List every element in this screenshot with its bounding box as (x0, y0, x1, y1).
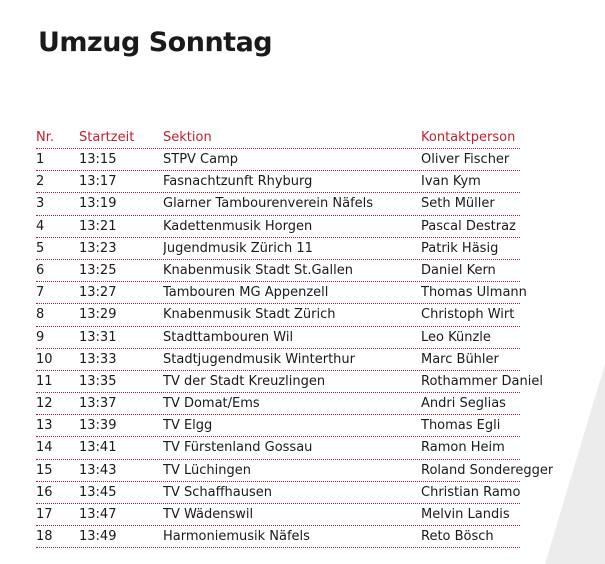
row-nr: 17 (36, 507, 53, 522)
row-nr: 4 (36, 218, 45, 234)
row-nr: 12 (36, 396, 53, 412)
row-nr: 9 (36, 329, 45, 345)
row-startzeit: 13:19 (79, 196, 117, 212)
row-kontaktperson: Melvin Landis (421, 507, 510, 522)
row-sektion: TV Fürstenland Gossau (163, 440, 313, 456)
row-nr: 7 (36, 285, 45, 301)
table-row (36, 393, 520, 415)
table-row (36, 482, 520, 504)
row-kontaktperson: Pascal Destraz (421, 218, 516, 234)
row-kontaktperson: Christian Ramo (421, 484, 521, 500)
row-nr: 11 (36, 373, 53, 389)
row-sektion: Stadtjugendmusik Winterthur (163, 351, 355, 367)
row-startzeit: 13:45 (79, 484, 117, 500)
row-kontaktperson: Leo Künzle (421, 329, 491, 345)
row-startzeit: 13:27 (79, 285, 117, 301)
row-kontaktperson: Ivan Kym (421, 174, 481, 190)
row-startzeit: 13:31 (79, 329, 117, 345)
row-sektion: Harmoniemusik Näfels (163, 529, 310, 545)
page-title: Umzug Sonntag (38, 27, 273, 58)
row-nr: 14 (36, 440, 53, 456)
row-nr: 15 (36, 462, 53, 478)
table-row (36, 371, 543, 393)
table-header-row (36, 127, 520, 149)
row-kontaktperson: Oliver Fischer (421, 152, 510, 167)
row-startzeit: 13:21 (79, 218, 117, 234)
row-nr: 18 (36, 529, 53, 545)
row-sektion: Jugendmusik Zürich 11 (163, 240, 313, 256)
row-startzeit: 13:41 (79, 440, 117, 456)
row-nr: 2 (36, 174, 45, 190)
row-kontaktperson: Thomas Ulmann (421, 285, 527, 301)
row-kontaktperson: Reto Bösch (421, 529, 494, 545)
row-sektion: Tambouren MG Appenzell (163, 285, 329, 301)
header-sektion: Sektion (163, 130, 212, 145)
table-row (36, 149, 520, 171)
row-kontaktperson: Seth Müller (421, 196, 495, 212)
row-kontaktperson: Daniel Kern (421, 262, 496, 278)
row-sektion: Glarner Tambourenverein Näfels (163, 196, 374, 212)
header-startzeit: Startzeit (79, 130, 135, 145)
table-row (36, 504, 520, 526)
row-nr: 10 (36, 351, 53, 367)
row-sektion: Fasnachtzunft Rhyburg (163, 174, 313, 190)
row-sektion: Knabenmusik Stadt Zürich (163, 307, 336, 323)
row-nr: 3 (36, 196, 45, 212)
row-kontaktperson: Rothammer Daniel (421, 373, 543, 389)
row-nr: 6 (36, 262, 45, 278)
row-startzeit: 13:25 (79, 262, 117, 278)
table-row (36, 327, 520, 349)
row-sektion: Kadettenmusik Horgen (163, 218, 313, 234)
row-nr: 1 (36, 152, 45, 167)
row-nr: 5 (36, 240, 45, 256)
row-sektion: STPV Camp (163, 152, 239, 167)
row-nr: 16 (36, 484, 53, 500)
row-startzeit: 13:23 (79, 240, 117, 256)
row-kontaktperson: Thomas Egli (421, 418, 501, 434)
decorative-corner-shape (545, 364, 605, 564)
row-kontaktperson: Christoph Wirt (421, 307, 515, 323)
table-row (36, 282, 527, 304)
table-row (36, 437, 520, 459)
table-row (36, 349, 520, 371)
row-sektion: TV Lüchingen (163, 462, 251, 478)
row-startzeit: 13:17 (79, 174, 117, 190)
row-kontaktperson: Ramon Heim (421, 440, 505, 456)
row-startzeit: 13:29 (79, 307, 117, 323)
header-nr: Nr. (36, 130, 55, 145)
table-body (36, 149, 553, 548)
table-row (36, 171, 520, 193)
row-startzeit: 13:35 (79, 373, 117, 389)
row-startzeit: 13:47 (79, 507, 117, 522)
row-sektion: TV Wädenswil (163, 507, 254, 522)
row-sektion: TV Schaffhausen (163, 484, 272, 500)
row-startzeit: 13:15 (79, 152, 117, 167)
schedule-table (36, 127, 553, 548)
row-startzeit: 13:37 (79, 396, 117, 412)
table-row (36, 460, 553, 482)
row-nr: 8 (36, 307, 45, 323)
row-kontaktperson: Marc Bühler (421, 351, 499, 367)
header-kontaktperson: Kontaktperson (421, 130, 516, 145)
table-row (36, 216, 520, 238)
table-row (36, 260, 520, 282)
row-startzeit: 13:49 (79, 529, 117, 545)
row-startzeit: 13:39 (79, 418, 117, 434)
row-kontaktperson: Andri Seglias (421, 396, 506, 412)
row-sektion: TV der Stadt Kreuzlingen (163, 373, 326, 389)
row-startzeit: 13:43 (79, 462, 117, 478)
row-kontaktperson: Roland Sonderegger (421, 462, 553, 478)
table-row (36, 415, 520, 437)
row-sektion: Knabenmusik Stadt St.Gallen (163, 262, 353, 278)
row-startzeit: 13:33 (79, 351, 117, 367)
row-sektion: TV Domat/Ems (163, 396, 260, 412)
row-kontaktperson: Patrik Häsig (421, 240, 499, 256)
table-row (36, 238, 520, 260)
table-row (36, 304, 520, 326)
row-sektion: TV Elgg (163, 418, 213, 434)
row-nr: 13 (36, 418, 53, 434)
table-row (36, 526, 520, 548)
table-row (36, 193, 520, 215)
row-sektion: Stadttambouren Wil (163, 329, 294, 345)
